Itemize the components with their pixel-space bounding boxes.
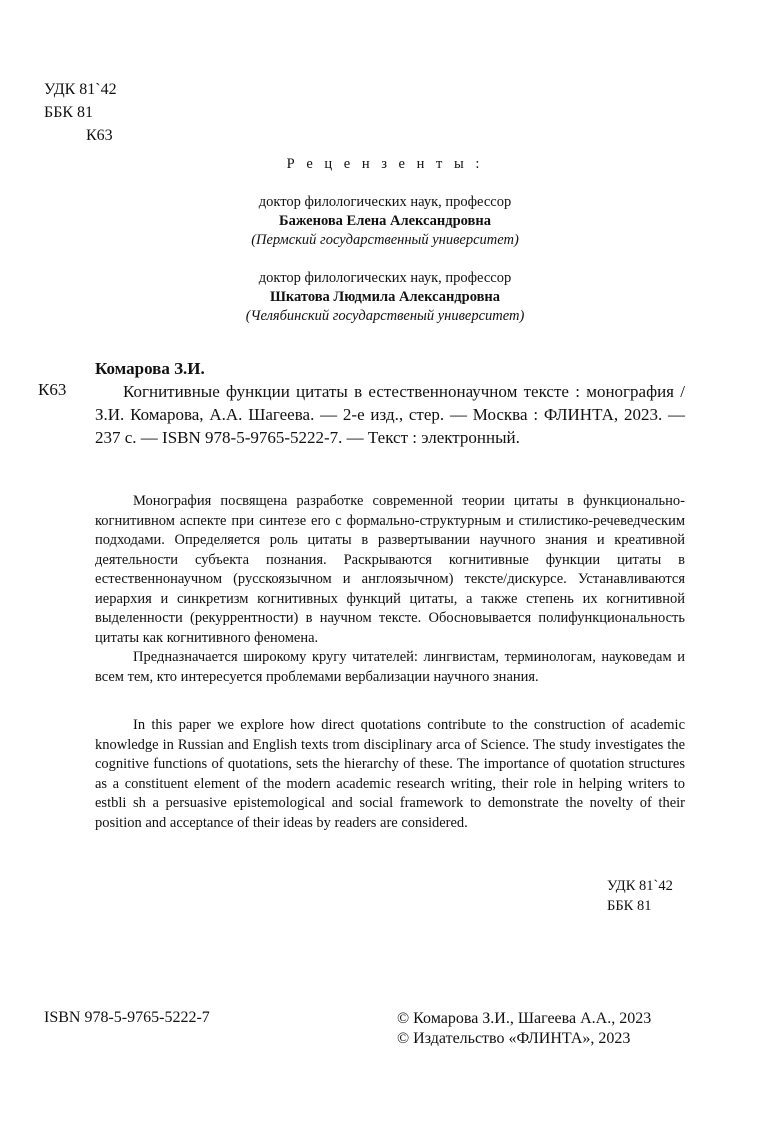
reviewer-1-name: Баженова Елена Александровна [279, 213, 491, 229]
copyright-authors: © Комарова З.И., Шагеева А.А., 2023 [397, 1010, 652, 1027]
bibliographic-description [95, 380, 685, 449]
bbk-code: ББК 81 [44, 104, 94, 121]
reviewer-2-name: Шкатова Людмила Александровна [269, 289, 501, 305]
udk-code-bottom: УДК 81`42 [607, 878, 673, 894]
classification-top [44, 78, 117, 147]
copyright-block [397, 1009, 651, 1049]
reviewer-1-degree: доктор филологических наук, профессор [258, 194, 512, 210]
abstract-en-paragraph: In this paper we explore how direct quotations contribute to the construction of academic knowledge in Russian and English texts trom disciplinary arca of Science. The study investigates the cognitive functions of quotations, sets the hierarchy of these. The importance of quotation structures as a constituent element of the modern academic research writing, their role in helping writers to estbli sh a persuasive epistemological and social framework to demonstrate the novelty of their position and acceptance of their ideas by readers are considered. [95, 717, 685, 831]
abstract-english [95, 716, 685, 833]
classification-bottom [607, 876, 673, 916]
reviewer-2-affiliation: (Челябинский государственый университет) [245, 308, 525, 324]
reviewer-1-affiliation: (Пермский государственный университет) [251, 232, 519, 248]
reviewer-2-degree: доктор филологических наук, профессор [258, 270, 512, 286]
author-mark: К63 [86, 127, 113, 144]
author-heading: Комарова З.И. [95, 359, 205, 378]
entry-code: К63 [38, 380, 67, 399]
abstract-russian [95, 492, 685, 687]
bbk-code-bottom: ББК 81 [607, 898, 652, 914]
abstract-ru-paragraph-1: Монография посвящена разработке современной теории цитаты в функционально-когнитивном аспекте при синтезе его с формально-структурным и стилистико-речеведческим подходами. Определяется роль цитаты в развертывании научного знания и креативной деятельности субъекта познания. Раскрываются когнитивные функции цитаты в естественнонаучном (русскоязычном и англоязычном) тексте/дискурсе. Устанавливаются иерархия и синкретизм когнитивных функций цитаты, а также степень их когнитивной выделенности (рекуррентности) в научном тексте. Обосновывается полифункциональность цитаты как когнитивного феномена. [95, 493, 685, 646]
reviewers-block [0, 155, 770, 326]
abstract-ru-paragraph-2: Предназначается широкому кругу читателей: лингвистам, терминологам, науковедам и всем тем, кто интересуется проблемами вербализации научного знания. [95, 649, 685, 685]
copyright-publisher: © Издательство «ФЛИНТА», 2023 [397, 1030, 631, 1047]
reviewers-header: Р е ц е н з е н т ы : [286, 156, 484, 172]
bibliographic-text: Когнитивные функции цитаты в естественнонаучном тексте : монография / З.И. Комарова, А.А. Шагеева. — 2-е изд., стер. — Москва : ФЛИНТА, 2023. — 237 с. — ISBN 978-5-9765-5222-7. — Текст : электронный. [95, 382, 685, 447]
isbn: ISBN 978-5-9765-5222-7 [44, 1009, 210, 1026]
udk-code: УДК 81`42 [44, 81, 117, 98]
